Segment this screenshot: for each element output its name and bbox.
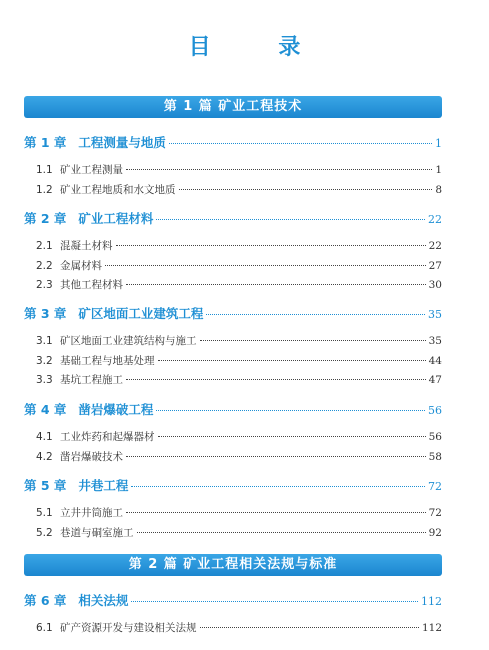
section-number: 3.1 xyxy=(36,335,53,347)
section-title: 巷道与硐室施工 xyxy=(60,527,134,539)
section-number: 1.1 xyxy=(36,164,53,176)
section-number: 3.2 xyxy=(36,355,53,367)
dot-leader xyxy=(116,245,426,246)
section-title: 矿业工程测量 xyxy=(60,164,123,176)
dot-leader xyxy=(131,486,425,487)
section-title: 矿产资源开发与建设相关法规 xyxy=(60,622,197,634)
dot-leader xyxy=(156,219,425,220)
dot-leader xyxy=(105,265,426,266)
dot-leader xyxy=(126,456,426,457)
section-number: 6.1 xyxy=(36,622,53,634)
section-2-2-entry[interactable] xyxy=(36,258,442,274)
section-title: 立井井筒施工 xyxy=(60,507,123,519)
chapter-number: 第 4 章 xyxy=(24,402,67,417)
page-number: 47 xyxy=(428,374,442,386)
dot-leader xyxy=(126,169,432,170)
page-number: 56 xyxy=(428,404,442,417)
section-number: 2.1 xyxy=(36,240,53,252)
dot-leader xyxy=(126,512,426,513)
dot-leader xyxy=(200,340,426,341)
chapter-title: 凿岩爆破工程 xyxy=(78,402,154,417)
chapter-title: 工程测量与地质 xyxy=(78,135,166,150)
chapter-title: 相关法规 xyxy=(78,593,129,608)
dot-leader xyxy=(126,284,426,285)
section-2-3-entry[interactable] xyxy=(36,277,442,293)
chapter-3-entry[interactable] xyxy=(24,304,442,322)
section-number: 2.3 xyxy=(36,279,53,291)
section-1-1-entry[interactable] xyxy=(36,162,442,178)
page-number: 92 xyxy=(428,527,442,539)
section-title: 矿业工程地质和水文地质 xyxy=(60,184,176,196)
page-number: 112 xyxy=(421,595,442,608)
section-title: 凿岩爆破技术 xyxy=(60,451,123,463)
section-number: 1.2 xyxy=(36,184,53,196)
section-4-2-entry[interactable] xyxy=(36,449,442,465)
page-number: 112 xyxy=(421,622,442,634)
section-title: 混凝土材料 xyxy=(60,240,113,252)
page-number: 22 xyxy=(428,240,442,252)
chapter-number: 第 2 章 xyxy=(24,211,67,226)
section-title: 工业炸药和起爆器材 xyxy=(60,431,155,443)
chapter-number: 第 1 章 xyxy=(24,135,67,150)
section-title: 其他工程材料 xyxy=(60,279,123,291)
page-number: 1 xyxy=(435,164,442,176)
section-2-1-entry[interactable] xyxy=(36,238,442,254)
chapter-title: 矿业工程材料 xyxy=(78,211,154,226)
section-3-2-entry[interactable] xyxy=(36,353,442,369)
dot-leader xyxy=(200,627,419,628)
chapter-number: 第 5 章 xyxy=(24,478,67,493)
page-number: 56 xyxy=(428,431,442,443)
section-6-1-entry[interactable] xyxy=(36,620,442,636)
chapter-2-entry[interactable] xyxy=(24,209,442,227)
dot-leader xyxy=(126,379,426,380)
chapter-6-entry[interactable] xyxy=(24,591,442,609)
chapter-number: 第 3 章 xyxy=(24,306,67,321)
dot-leader xyxy=(206,314,425,315)
section-number: 5.2 xyxy=(36,527,53,539)
page-number: 30 xyxy=(428,279,442,291)
section-1-2-entry[interactable] xyxy=(36,182,442,198)
part-1-banner: 第 1 篇 矿业工程技术 xyxy=(24,96,442,118)
page-number: 72 xyxy=(428,507,442,519)
dot-leader xyxy=(156,410,425,411)
part-2-banner: 第 2 篇 矿业工程相关法规与标准 xyxy=(24,554,442,576)
section-number: 4.1 xyxy=(36,431,53,443)
chapter-4-entry[interactable] xyxy=(24,400,442,418)
dot-leader xyxy=(158,436,426,437)
chapter-title: 井巷工程 xyxy=(78,478,129,493)
dot-leader xyxy=(179,189,433,190)
section-title: 基础工程与地基处理 xyxy=(60,355,155,367)
section-5-2-entry[interactable] xyxy=(36,525,442,541)
page-number: 58 xyxy=(428,451,442,463)
page-number: 27 xyxy=(428,260,442,272)
dot-leader xyxy=(169,143,432,144)
dot-leader xyxy=(158,360,426,361)
page-number: 44 xyxy=(428,355,442,367)
page-number: 8 xyxy=(435,184,442,196)
page-number: 35 xyxy=(428,308,442,321)
page-number: 22 xyxy=(428,213,442,226)
chapter-title: 矿区地面工业建筑工程 xyxy=(78,306,204,321)
section-number: 5.1 xyxy=(36,507,53,519)
dot-leader xyxy=(131,601,418,602)
dot-leader xyxy=(137,532,426,533)
section-number: 3.3 xyxy=(36,374,53,386)
page-number: 72 xyxy=(428,480,442,493)
section-3-1-entry[interactable] xyxy=(36,333,442,349)
section-4-1-entry[interactable] xyxy=(36,429,442,445)
chapter-number: 第 6 章 xyxy=(24,593,67,608)
page-number: 1 xyxy=(435,137,442,150)
section-number: 4.2 xyxy=(36,451,53,463)
section-title: 金属材料 xyxy=(60,260,102,272)
section-3-3-entry[interactable] xyxy=(36,372,442,388)
section-number: 2.2 xyxy=(36,260,53,272)
page-number: 35 xyxy=(428,335,442,347)
chapter-1-entry[interactable] xyxy=(24,133,442,151)
section-title: 基坑工程施工 xyxy=(60,374,123,386)
section-title: 矿区地面工业建筑结构与施工 xyxy=(60,335,197,347)
chapter-5-entry[interactable] xyxy=(24,476,442,494)
section-5-1-entry[interactable] xyxy=(36,505,442,521)
toc-title: 目 录 xyxy=(188,35,331,60)
